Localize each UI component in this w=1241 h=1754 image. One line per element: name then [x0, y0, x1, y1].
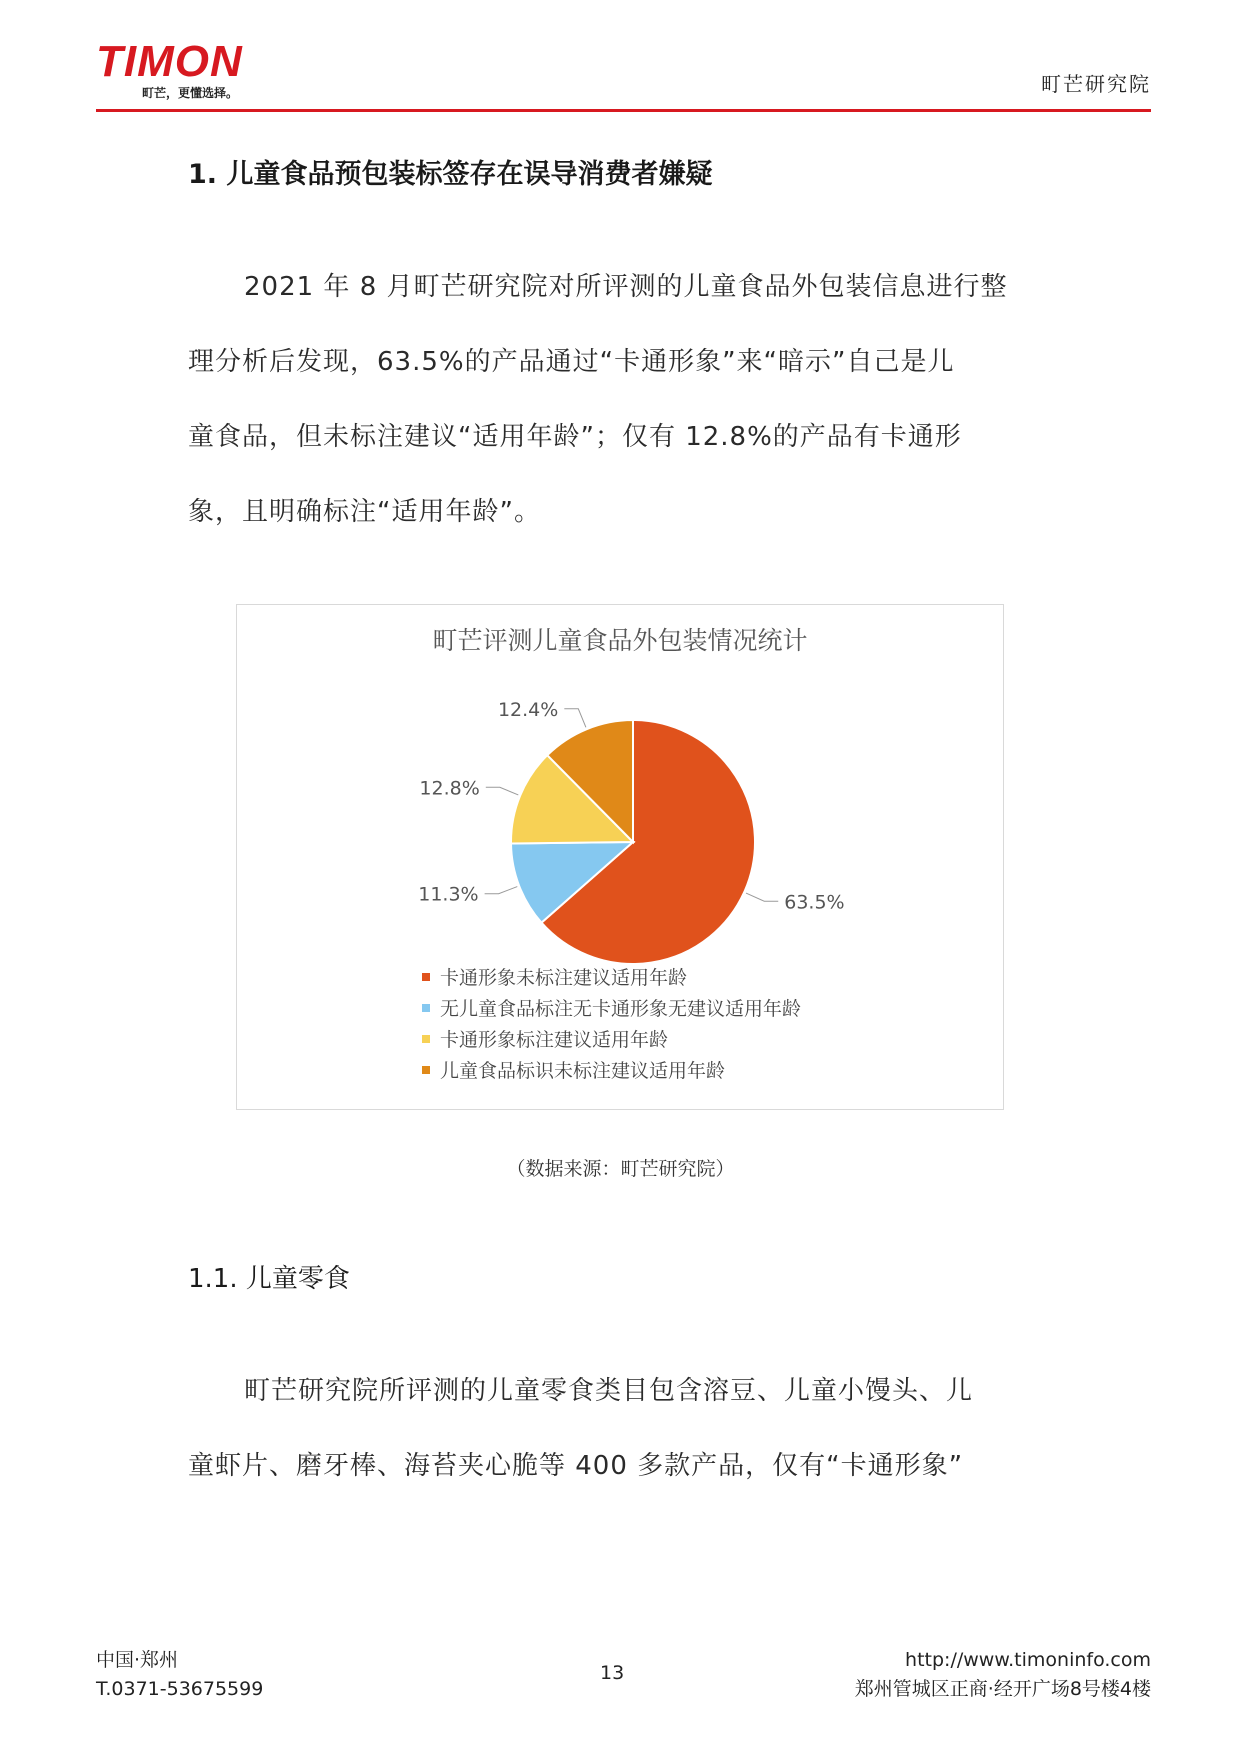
leader-line — [486, 787, 519, 795]
paragraph-line: 町芒研究院所评测的儿童零食类目包含溶豆、儿童小馒头、儿 — [244, 1376, 974, 1406]
chart-title: 町芒评测儿童食品外包装情况统计 — [432, 626, 808, 655]
legend-item — [422, 1023, 801, 1054]
page-number: 13 — [600, 1662, 625, 1684]
legend-swatch — [422, 1066, 430, 1074]
leader-line — [485, 887, 518, 894]
leader-line — [564, 709, 586, 728]
footer-location: 中国·郑州 — [96, 1649, 179, 1671]
data-label: 63.5% — [784, 891, 845, 914]
legend-item — [422, 961, 801, 992]
section-heading: 1. 儿童食品预包装标签存在误导消费者嫌疑 — [188, 159, 713, 190]
footer-address — [855, 1646, 1151, 1704]
footer-url[interactable]: http://www.timoninfo.com — [905, 1649, 1151, 1671]
paragraph-line: 2021 年 8 月町芒研究院对所评测的儿童食品外包装信息进行整 — [244, 272, 1008, 302]
legend-swatch — [422, 1035, 430, 1043]
pie-chart-canvas — [237, 605, 1003, 965]
footer-phone: T.0371-53675599 — [96, 1678, 264, 1700]
paragraph-line: 象，且明确标注“适用年龄”。 — [188, 497, 541, 527]
logo-wordmark: TIMON — [96, 37, 243, 86]
pie-chart — [236, 604, 1004, 1110]
chart-legend — [422, 961, 801, 1085]
legend-swatch — [422, 973, 430, 981]
logo-tagline: 町芒，更懂选择。 — [142, 86, 239, 100]
data-label: 12.4% — [497, 698, 559, 721]
header-institute: 町芒研究院 — [1041, 72, 1151, 96]
footer-contact — [96, 1646, 263, 1704]
paragraph-line: 童食品，但未标注建议“适用年龄”；仅有 12.8%的产品有卡通形 — [188, 422, 962, 452]
logo — [96, 36, 286, 98]
legend-label: 卡通形象标注建议适用年龄 — [440, 1029, 669, 1051]
footer-street-address: 郑州管城区正商·经开广场8号楼4楼 — [854, 1678, 1151, 1700]
paragraph-line: 童虾片、磨牙棒、海苔夹心脆等 400 多款产品，仅有“卡通形象” — [188, 1451, 964, 1481]
legend-label: 儿童食品标识未标注建议适用年龄 — [440, 1060, 726, 1082]
legend-label: 无儿童食品标注无卡通形象无建议适用年龄 — [440, 998, 802, 1020]
source-note: （数据来源：町芒研究院） — [506, 1158, 735, 1180]
subsection-heading: 1.1. 儿童零食 — [188, 1264, 350, 1294]
data-label: 11.3% — [418, 883, 479, 906]
legend-label: 卡通形象未标注建议适用年龄 — [440, 967, 688, 989]
data-label: 12.8% — [419, 777, 480, 800]
legend-item — [422, 1054, 801, 1085]
legend-item — [422, 992, 801, 1023]
leader-line — [746, 893, 778, 901]
header-divider — [96, 109, 1151, 112]
paragraph-line: 理分析后发现，63.5%的产品通过“卡通形象”来“暗示”自己是儿 — [188, 347, 955, 377]
legend-swatch — [422, 1004, 430, 1012]
